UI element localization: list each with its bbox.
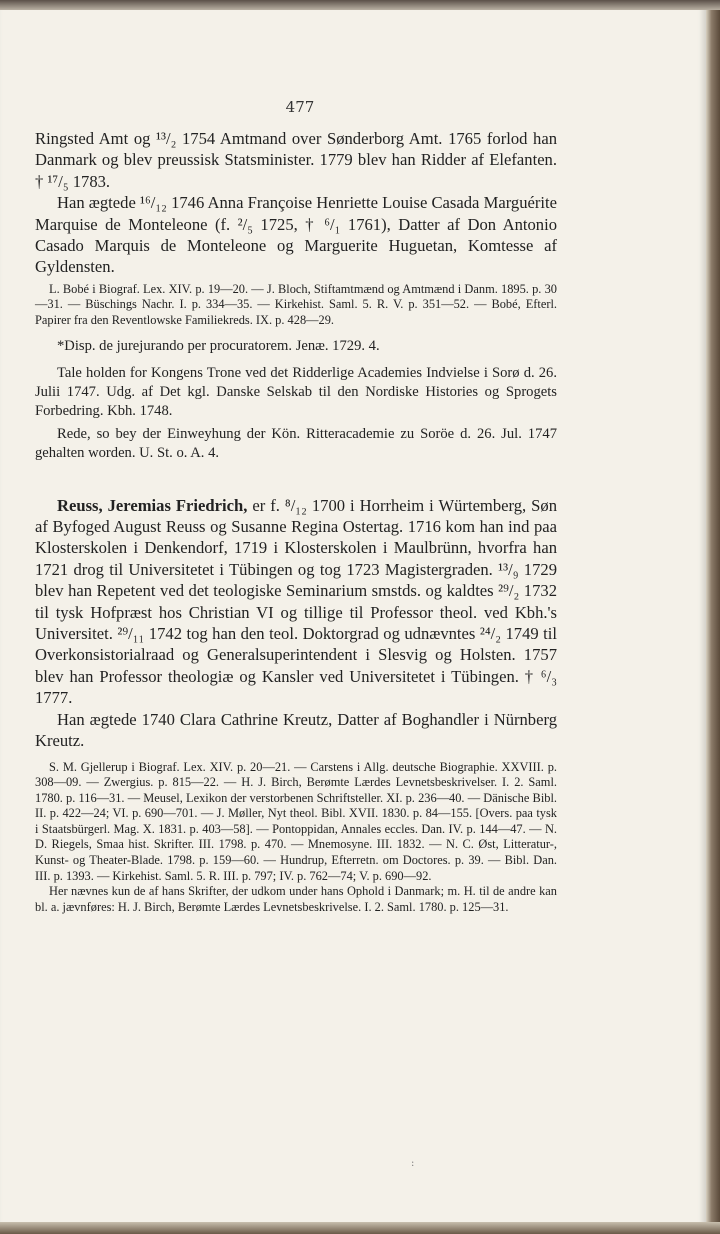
entry2-references: S. M. Gjellerup i Biograf. Lex. XIV. p. 20—21. — Carstens i Allg. deutsche Biographie. XXVIII. p. 308—09. — Zwergius. p. 815—22. — H. J. Birch, Berømte Lærdes Levnetsbeskrivelser. I. 2. Saml. 1780. p. 116—31. — Meusel, Lexikon der verstorbenen Schriftsteller. XI. p. 236—40. — Dänische Bibl. II. p. 422—24; VI. p. 690—701. — J. Møller, Nyt theol. Bibl. XVII. 1830. p. 84—155. [Overs. paa tysk i Staatsbürgerl. Mag. X. 1831. p. 403—58]. — Pontoppidan, Annales eccles. Dan. IV. p. 144—47. — N. D. Riegels, Smaa hist. Skrifter. III. 1798. p. 470. — Mnemosyne. III. 1832. — N. C. Øst, Litteratur-, Kunst- og Theater-Blade. 1798. p. 159—60. — Hundrup, Efterretn. om Doctores. p. 39. — Bibl. Dan. III. p. 1393. — Kirkehist. Saml. 5. R. III. p. 797; IV. p. 762—74; V. p. 690—92. [35, 759, 557, 883]
stray-mark: : [411, 1158, 415, 1169]
entry1-references: L. Bobé i Biograf. Lex. XIV. p. 19—20. — J. Bloch, Stiftamtmænd og Amtmænd i Danm. 1895. p. 30—31. — Büschings Nachr. I. p. 334—35. — Kirkehist. Saml. 5. R. V. p. 351—52. — Bobé, Efterl. Papirer fra den Reventlowske Familiekreds. IX. p. 428—29. [35, 281, 557, 328]
entry2-paragraph-1 [35, 495, 557, 709]
entry2-paragraph-2: Han ægtede 1740 Clara Cathrine Kreutz, Datter af Boghandler i Nürnberg Kreutz. [35, 709, 557, 751]
entry2-note: Her nævnes kun de af hans Skrifter, der udkom under hans Ophold i Danmark; m. H. til de andre kan bl. a. jævnføres: H. J. Birch, Berømte Lærdes Levnetsbeskrivelse. I. 2. Saml. 1780. p. 125—31. [35, 884, 557, 914]
entry1-paragraph-1: Ringsted Amt og ¹³/₂ 1754 Amtmand over Sønderborg Amt. 1765 forlod han Danmark og blev preussisk Statsminister. 1779 blev han Ridder af Elefanten. † ¹⁷/₅ 1783. [35, 129, 557, 191]
page-number: 477 [285, 98, 315, 116]
entry1-work-1: *Disp. de jurejurando per procuratorem. Jenæ. 1729. 4. [57, 337, 380, 354]
scan-top-edge [0, 0, 720, 10]
entry2-name: Reuss, Jeremias Friedrich, [57, 495, 248, 515]
page-content [35, 128, 557, 915]
page-edge [706, 0, 720, 1234]
entry1-work-2: Tale holden for Kongens Trone ved det Ridderlige Academies Indvielse i Sorø d. 26. Julii 1747. Udg. af Det kgl. Danske Selskab til den Nordiske Histories og Sprogets Forbedring. Kbh. 1748. [35, 364, 557, 419]
entry2-bio: er f. ⁸/₁₂ 1700 i Horrheim i Würtemberg, Søn af Byfoged August Reuss og Susanne Regina Ostertag. 1716 kom han ind paa Klosterskolen i Denkendorf, 1719 i Klosterskolen i Maulbrünn, hvorfra han 1721 drog til Universitetet i Tübingen og tog 1723 Magistergraden. ¹³/₉ 1729 blev han Repetent ved det teologiske Seminarium smstds. og kaldtes ²⁹/₂ 1732 til tysk Hofpræst hos Christian VI og tillige til Professor theol. ved Kbh.'s Universitet. ²⁹/₁₁ 1742 tog han den teol. Doktorgrad og udnævntes ²⁴/₂ 1749 til Overkonsistorialraad og Generalsuperintendent i Slesvig og Holsten. 1757 blev han Professor theologiæ og Kansler ved Universitetet i Tübingen. † ⁶/₃ 1777. [35, 495, 557, 708]
entry1-work-3: Rede, so bey der Einweyhung der Kön. Ritteracademie zu Soröe d. 26. Jul. 1747 gehalten worden. U. St. o. A. 4. [35, 425, 557, 461]
scan-bottom-edge [0, 1222, 720, 1234]
entry1-paragraph-2: Han ægtede ¹⁶/₁₂ 1746 Anna Françoise Henriette Louise Casada Marguérite Marquise de Monteleone (f. ²/₅ 1725, † ⁶/₁ 1761), Datter af Don Antonio Casado Marquis de Monteleone og Marguerite Huguetan, Komtesse af Gyldensten. [35, 193, 557, 277]
